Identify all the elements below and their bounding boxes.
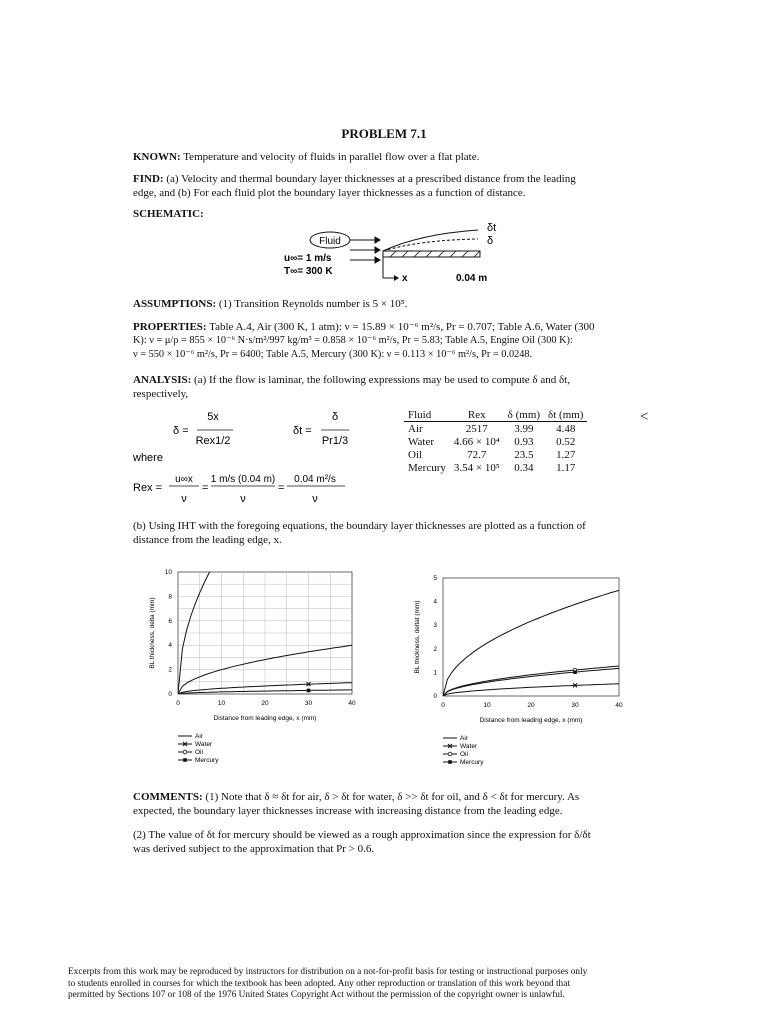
x-tick-label: 40 (348, 700, 356, 707)
series-mercury (443, 668, 619, 696)
results-col-fluid: Fluid (404, 408, 450, 422)
plot-area (149, 562, 356, 722)
y-axis-label: BL thickness, delta (mm) (149, 597, 156, 669)
copyright-footer (68, 967, 708, 1002)
find-label: FIND: (133, 173, 164, 185)
analysis-line-1: (a) If the flow is laminar, the following expressions may be used to compute δ and δt, (194, 374, 570, 386)
comments-line-4: was derived subject to the approximation that Pr > 0.6. (133, 843, 375, 855)
legend-label: Air (460, 735, 468, 742)
eq-re-1-num: u∞x (175, 474, 193, 485)
table-cell: 4.48 (556, 422, 576, 435)
plot-area (414, 575, 623, 724)
table-cell: Water (408, 435, 434, 448)
data-point (573, 670, 577, 674)
legend-marker (448, 752, 452, 756)
y-tick-label: 8 (168, 593, 172, 601)
table-cell: 0.52 (556, 435, 576, 448)
x-tick-label: 0 (441, 702, 445, 709)
part-b-line-1: (b) Using IHT with the foregoing equations, the boundary layer thicknesses are plotted as a function of (133, 520, 586, 532)
find-text-2: edge, and (b) For each fluid plot the boundary layer thicknesses as a function of distance. (133, 187, 526, 199)
delta-t-label: δt (487, 222, 497, 234)
chart-legend (178, 733, 219, 764)
x-axis-label: Distance from leading edge, x (mm) (213, 715, 317, 722)
fluid-label: Fluid (319, 236, 341, 247)
eq-dt-num: δ (331, 411, 339, 423)
y-tick-label: 0 (433, 693, 437, 700)
comments-label: COMMENTS: (133, 791, 203, 803)
legend-label: Mercury (460, 759, 484, 766)
y-tick-label: 2 (168, 666, 172, 674)
properties-line-2: K): ν = μ/ρ = 855 × 10⁻⁶ N·s/m²/997 kg/m³ = 0.858 × 10⁻⁶ m²/s, Pr = 5.83; Table A.5, Engine Oil (300 K): (133, 335, 573, 346)
x-label: x (402, 273, 408, 284)
footer-line-3: permitted by Sections 107 or 108 of the 1976 United States Copyright Act without the permission of the copyright owner is unlawful. (68, 990, 565, 1000)
legend-label: Air (195, 733, 203, 740)
x-tick-label: 20 (527, 702, 535, 709)
y-tick-label: 3 (433, 622, 437, 630)
x-tick-label: 10 (483, 702, 491, 709)
table-cell: 2517 (465, 422, 488, 435)
comments-line-3: (2) The value of δt for mercury should be viewed as a rough approximation since the expression for δ/δt (133, 829, 591, 841)
assumptions-text: (1) Transition Reynolds number is 5 × 10⁵. (218, 298, 408, 310)
table-cell: 3.99 (514, 422, 534, 435)
table-cell: Air (408, 422, 423, 435)
eq-dt-den: Pr1/3 (321, 435, 349, 447)
properties-section (133, 320, 638, 362)
results-table (404, 408, 587, 474)
properties-line-3: ν = 550 × 10⁻⁶ m²/s, Pr = 6400; Table A.5, Mercury (300 K): ν = 0.113 × 10⁻⁶ m²/s, Pr = 0.0248. (133, 349, 533, 360)
x-axis-label: Distance from leading edge, x (mm) (479, 717, 583, 724)
t-inf-label: T∞= 300 K (284, 266, 333, 277)
analysis-label: ANALYSIS: (133, 374, 192, 386)
table-row (404, 422, 587, 436)
results-col-delta: δ (mm) (504, 408, 544, 422)
eq-re-eq-1: = (202, 482, 209, 494)
properties-label: PROPERTIES: (133, 321, 207, 333)
assumptions-label: ASSUMPTIONS: (133, 298, 217, 310)
x-tick-label: 40 (615, 702, 623, 709)
flow-arrows (350, 237, 380, 263)
part-b-section (133, 519, 643, 547)
results-table-header-row (404, 408, 587, 422)
series-line (443, 590, 619, 696)
legend-marker (448, 760, 452, 764)
analysis-line-2: respectively, (133, 388, 189, 400)
properties-line-1: Table A.4, Air (300 K, 1 atm): ν = 15.89 × 10⁻⁶ m²/s, Pr = 0.707; Table A.6, Water (300 (209, 321, 595, 333)
table-cell: 0.34 (514, 461, 534, 474)
answer-marker: < (640, 409, 649, 425)
legend-label: Water (195, 741, 213, 748)
eq-re-2-den: ν (240, 493, 246, 505)
thermal-boundary-curve (383, 230, 478, 251)
y-tick-label: 6 (168, 617, 172, 625)
y-tick-label: 2 (433, 645, 437, 653)
known-label: KNOWN: (133, 151, 181, 163)
table-cell: 1.27 (556, 448, 576, 461)
schematic-label: SCHEMATIC: (133, 208, 204, 220)
eq-dt-lhs: δt = (293, 425, 312, 437)
known-text: Temperature and velocity of fluids in parallel flow over a flat plate. (183, 151, 480, 163)
footer-line-2: to students enrolled in courses for which the textbook has been adopted. Any other reproduction or translation of this work beyond that (68, 978, 570, 989)
table-cell: 3.54 × 10⁵ (453, 461, 500, 474)
find-text-1: (a) Velocity and thermal boundary layer thicknesses at a prescribed distance from the leading (166, 173, 576, 185)
eq-re-3-num: 0.04 m²/s (294, 474, 336, 485)
problem-title: PROBLEM 7.1 (341, 126, 427, 141)
table-row (404, 448, 587, 461)
legend-marker (183, 750, 187, 754)
chart-delta (130, 562, 370, 782)
y-tick-label: 0 (168, 691, 172, 698)
table-cell: Oil (408, 448, 423, 461)
legend-label: Water (460, 743, 478, 750)
equations-block (133, 406, 383, 516)
results-col-re: Rex (450, 408, 504, 422)
chart-delta-t (395, 570, 635, 782)
chart-legend (443, 735, 484, 766)
plate-length-label: 0.04 m (456, 273, 488, 284)
delta-label: δ (487, 235, 494, 247)
part-b-line-2: distance from the leading edge, x. (133, 534, 282, 546)
eq-delta-lhs: δ = (173, 425, 189, 437)
comments-section (133, 790, 638, 856)
eq-delta-num: 5x (207, 411, 219, 423)
x-tick-label: 10 (217, 700, 226, 707)
x-tick-label: 30 (304, 700, 313, 707)
eq-delta-den: Rex1/2 (195, 435, 231, 447)
eq-re-eq-2: = (278, 482, 285, 494)
table-row (404, 435, 587, 448)
where-label: where (133, 452, 163, 464)
table-cell: 4.66 × 10⁴ (453, 435, 500, 448)
find-section (133, 172, 633, 200)
y-tick-label: 4 (433, 598, 437, 606)
legend-marker (183, 758, 187, 762)
y-tick-label: 4 (168, 642, 172, 650)
footer-line-1: Excerpts from this work may be reproduced by instructors for distribution on a not-for-profit basis for testing or instructional purposes only (68, 967, 588, 977)
analysis-section (133, 373, 633, 401)
y-tick-label: 5 (433, 575, 437, 582)
eq-re-1-den: ν (181, 493, 187, 505)
x-tick-label: 0 (176, 700, 180, 707)
y-tick-label: 10 (164, 569, 172, 576)
y-tick-label: 1 (433, 669, 437, 677)
comments-line-2: expected, the boundary layer thicknesses increase with increasing distance from the leading edge. (133, 805, 563, 817)
schematic-diagram (280, 220, 520, 290)
u-inf-label: u∞= 1 m/s (284, 253, 332, 264)
table-row (404, 461, 587, 474)
series-line (443, 668, 619, 696)
x-tick-label: 20 (261, 700, 269, 707)
table-cell: 72.7 (467, 448, 487, 461)
plot-frame (443, 578, 619, 696)
eq-re-3-den: ν (312, 493, 318, 505)
legend-label: Mercury (195, 757, 219, 764)
x-tick-label: 30 (571, 702, 579, 709)
table-cell: 1.17 (556, 461, 576, 474)
eq-re-2-num: 1 m/s (0.04 m) (210, 474, 276, 485)
results-col-delta-t: δt (mm) (544, 408, 587, 422)
eq-re-lhs: Rex = (133, 482, 163, 494)
known-section (133, 150, 633, 164)
table-cell: 23.5 (514, 448, 534, 461)
series-air (443, 590, 619, 696)
assumptions-section (133, 297, 633, 311)
data-point (307, 689, 311, 693)
legend-label: Oil (460, 751, 468, 758)
y-axis-label: BL thickness, deltat (mm) (414, 600, 421, 674)
comments-line-1: (1) Note that δ ≈ δt for air, δ > δt for water, δ >> δt for oil, and δ < δt for mercury. As (205, 791, 580, 803)
legend-label: Oil (195, 749, 203, 756)
table-cell: 0.93 (514, 435, 534, 448)
table-cell: Mercury (408, 461, 446, 474)
